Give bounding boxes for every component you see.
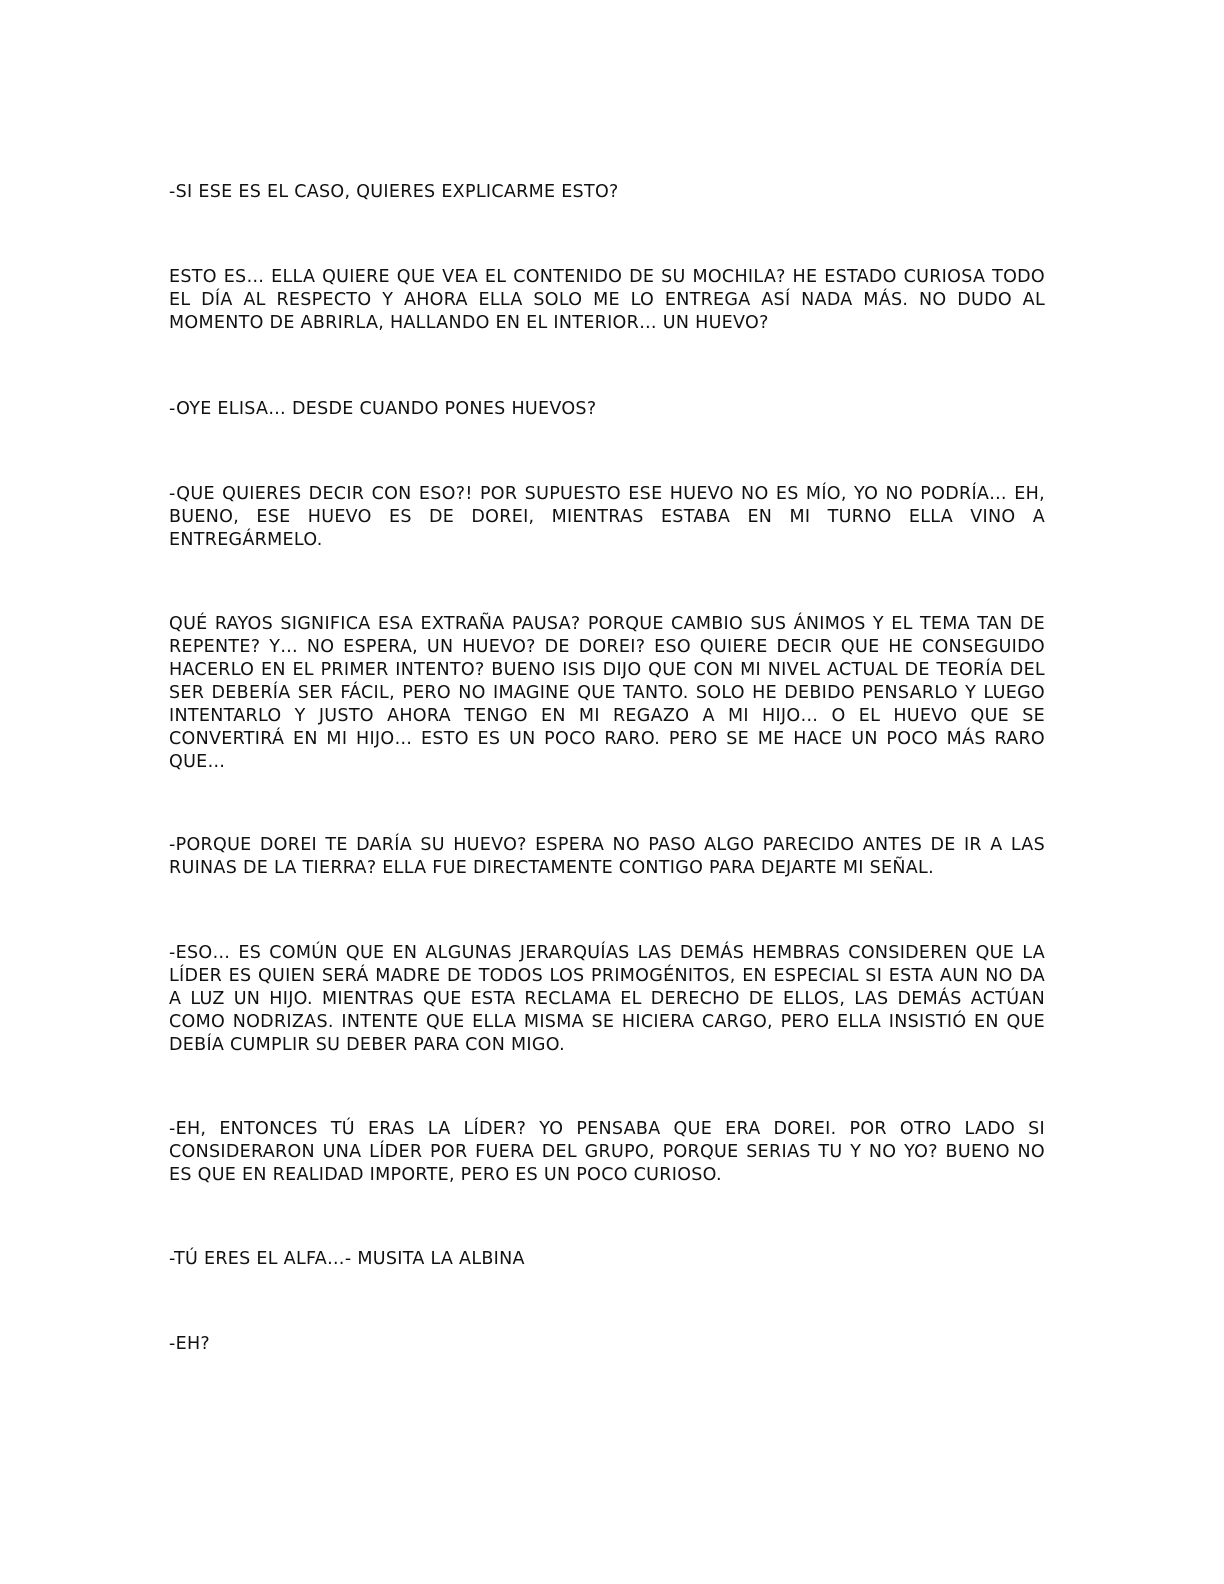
- paragraph-6: -PORQUE DOREI TE DARÍA SU HUEVO? ESPERA NO PASO ALGO PARECIDO ANTES DE IR A LAS RUINAS DE LA TIERRA? ELLA FUE DIRECTAMENTE CONTIGO PARA DEJARTE MI SEÑAL.: [169, 835, 1045, 878]
- paragraph-2: ESTO ES… ELLA QUIERE QUE VEA EL CONTENIDO DE SU MOCHILA? HE ESTADO CURIOSA TODO EL DÍA AL RESPECTO Y AHORA ELLA SOLO ME LO ENTREGA ASÍ NADA MÁS. NO DUDO AL MOMENTO DE ABRIRLA, HALLANDO EN EL INTERIOR… UN HUEVO?: [169, 267, 1045, 333]
- paragraph-1: -SI ESE ES EL CASO, QUIERES EXPLICARME ESTO?: [169, 182, 619, 202]
- paragraph-9: -TÚ ERES EL ALFA…- MUSITA LA ALBINA: [169, 1249, 525, 1269]
- paragraph-7: -ESO… ES COMÚN QUE EN ALGUNAS JERARQUÍAS LAS DEMÁS HEMBRAS CONSIDEREN QUE LA LÍDER ES QUIEN SERÁ MADRE DE TODOS LOS PRIMOGÉNITOS, EN ESPECIAL SI ESTA AUN NO DA A LUZ UN HIJO. MIENTRAS QUE ESTA RECLAMA EL DERECHO DE ELLOS, LAS DEMÁS ACTÚAN COMO NODRIZAS. INTENTE QUE ELLA MISMA SE HICIERA CARGO, PERO ELLA INSISTIÓ EN QUE DEBÍA CUMPLIR SU DEBER PARA CON MIGO.: [169, 943, 1045, 1055]
- paragraph-5: QUÉ RAYOS SIGNIFICA ESA EXTRAÑA PAUSA? PORQUE CAMBIO SUS ÁNIMOS Y EL TEMA TAN DE REPENTE? Y… NO ESPERA, UN HUEVO? DE DOREI? ESO QUIERE DECIR QUE HE CONSEGUIDO HACERLO EN EL PRIMER INTENTO? BUENO ISIS DIJO QUE CON MI NIVEL ACTUAL DE TEORÍA DEL SER DEBERÍA SER FÁCIL, PERO NO IMAGINE QUE TANTO. SOLO HE DEBIDO PENSARLO Y LUEGO INTENTARLO Y JUSTO AHORA TENGO EN MI REGAZO A MI HIJO… O EL HUEVO QUE SE CONVERTIRÁ EN MI HIJO… ESTO ES UN POCO RARO. PERO SE ME HACE UN POCO MÁS RARO QUE…: [169, 614, 1045, 772]
- paragraph-10: -EH?: [169, 1334, 211, 1354]
- paragraph-8: -EH, ENTONCES TÚ ERAS LA LÍDER? YO PENSABA QUE ERA DOREI. POR OTRO LADO SI CONSIDERARON UNA LÍDER POR FUERA DEL GRUPO, PORQUE SERIAS TU Y NO YO? BUENO NO ES QUE EN REALIDAD IMPORTE, PERO ES UN POCO CURIOSO.: [169, 1119, 1045, 1185]
- paragraph-4: -QUE QUIERES DECIR CON ESO?! POR SUPUESTO ESE HUEVO NO ES MÍO, YO NO PODRÍA… EH, BUENO, ESE HUEVO ES DE DOREI, MIENTRAS ESTABA EN MI TURNO ELLA VINO A ENTREGÁRMELO.: [169, 484, 1045, 550]
- paragraph-3: -OYE ELISA… DESDE CUANDO PONES HUEVOS?: [169, 399, 597, 419]
